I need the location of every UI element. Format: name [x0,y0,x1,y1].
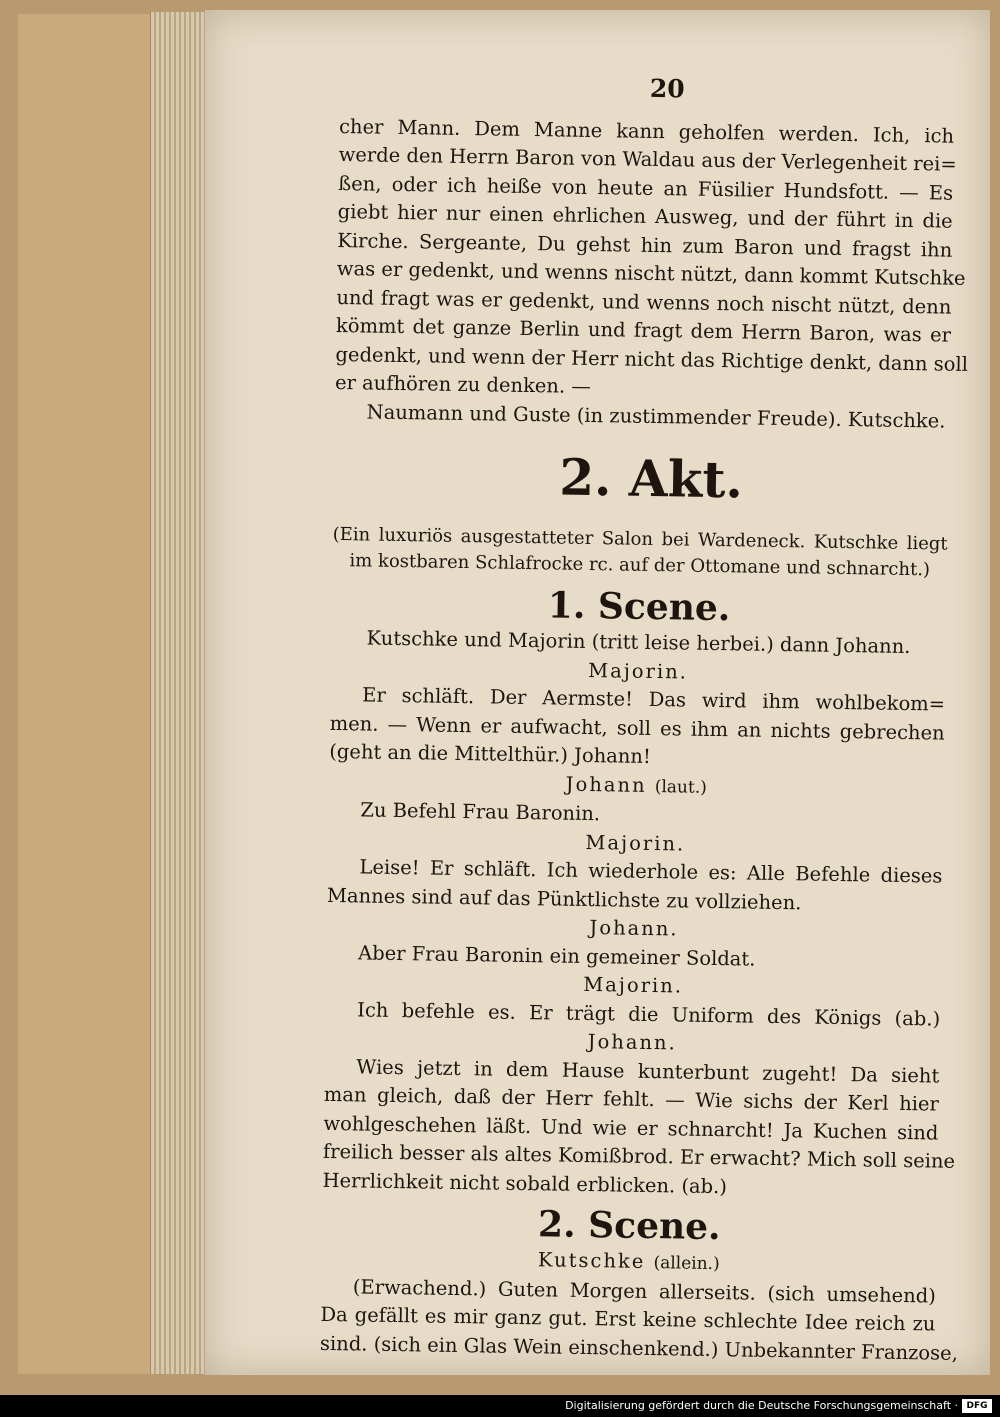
funding-credit: Digitalisierung gefördert durch die Deutsche Forschungsgemeinschaft · [565,1399,958,1412]
speaker-direction: (allein.) [653,1253,720,1275]
text-line: was er gedenkt, und wenns nischt nützt, dann kommt Kutschke [336,256,966,290]
speech-line: Mannes sind auf das Pünktlichste zu vollziehen. [326,883,802,914]
scene-1-title: 1. Scene. [547,584,731,630]
speaker-majorin: Majorin. [585,830,686,856]
stage-direction-line: (Ein luxuriös ausgestatteter Salon bei Wardeneck. Kutschke liegt [332,523,948,555]
act-title: 2. Akt. [558,447,744,510]
speech-line: men. — Wenn er aufwacht, soll es ihm an nichts gebrechen [329,711,945,745]
speech-line: (geht an die Mittelthür.) Johann! [329,739,651,768]
text-line: und fragt was er gedenkt, und wenns noch nischt nützt, denn [336,285,952,319]
book-page [205,10,990,1375]
speaker-majorin: Majorin. [588,658,689,684]
speech-line: Herrlichkeit nicht sobald erblicken. (ab.) [322,1168,728,1198]
text-line: er aufhören zu denken. — [334,370,592,398]
text-line: giebt hier nur einen ehrlichen Ausweg, und der führt in die [337,199,953,233]
speech-line: man gleich, daß der Herr fehlt. — Wie sichs der Kerl hier [323,1082,940,1116]
dialogue-continuation [334,112,969,407]
stage-direction [332,522,948,584]
speaker-johann: Johann. [587,1030,677,1055]
scene-1-cast: Kutschke und Majorin (tritt leise herbei.) dann Johann. [366,626,911,659]
stage-direction-line: im kostbaren Schlafrocke rc. auf der Ottomane und schnarcht.) [349,550,931,581]
speaker-name: Kutschke [537,1248,646,1273]
speech-line: (Erwachend.) Guten Morgen allerseits. (sich umsehend) [352,1274,937,1308]
speech-line: Da gefällt es mir ganz gut. Erst keine schlechte Idee reich zu [320,1302,936,1336]
speaker-majorin: Majorin. [583,972,684,998]
speaker-johann: Johann. [589,916,679,941]
speech-line: sind. (sich ein Glas Wein einschenkend.) Unbekannter Franzose, [319,1331,959,1365]
speech-line: Aber Frau Baronin ein gemeiner Soldat. [357,940,756,971]
speech-line: wohlgeschehen läßt. Und wie er schnarcht! Ja Kuchen sind [323,1111,939,1145]
text-line: kömmt det ganze Berlin und fragt dem Herrn Baron, was er [335,313,952,347]
speech-line: Zu Befehl Frau Baronin. [360,798,601,826]
text-line: Kirche. Sergeante, Du gehst hin zum Baron und fragst ihn [337,228,953,262]
speech-line: Wies jetzt in dem Hause kunterbunt zugeht! Da sieht [356,1054,940,1088]
speech-line: Leise! Er schläft. Ich wiederhole es: Alle Befehle dieses [359,855,943,888]
speaker-name: Johann [565,772,647,797]
speech-line: Er schläft. Der Aermste! Das wird ihm wohlbekom= [362,683,946,716]
text-line: cher Mann. Dem Manne kann geholfen werden. Ich, ich [338,114,955,148]
exit-line: Naumann und Guste (in zustimmender Freude). Kutschke. [366,399,946,433]
page-number: 20 [649,73,685,104]
speaker-direction: (laut.) [654,776,707,798]
page-text [319,70,969,1368]
speech-line: Ich befehle es. Er trägt die Uniform des Königs (ab.) [357,997,941,1031]
speech-line: freilich besser als altes Komißbrod. Er erwacht? Mich soll seine [322,1139,956,1173]
text-line: ßen, oder ich heiße von heute an Füsilier Hundsfott. — Es [338,171,954,205]
text-line: werde den Herrn Baron von Waldau aus der Verlegenheit rei= [338,142,957,176]
dfg-logo: DFG [962,1399,992,1413]
text-line: gedenkt, und wenn der Herr nicht das Richtige denkt, dann soll [335,342,969,376]
facing-page-edge [18,14,164,1374]
scene-2-title: 2. Scene. [537,1203,721,1249]
